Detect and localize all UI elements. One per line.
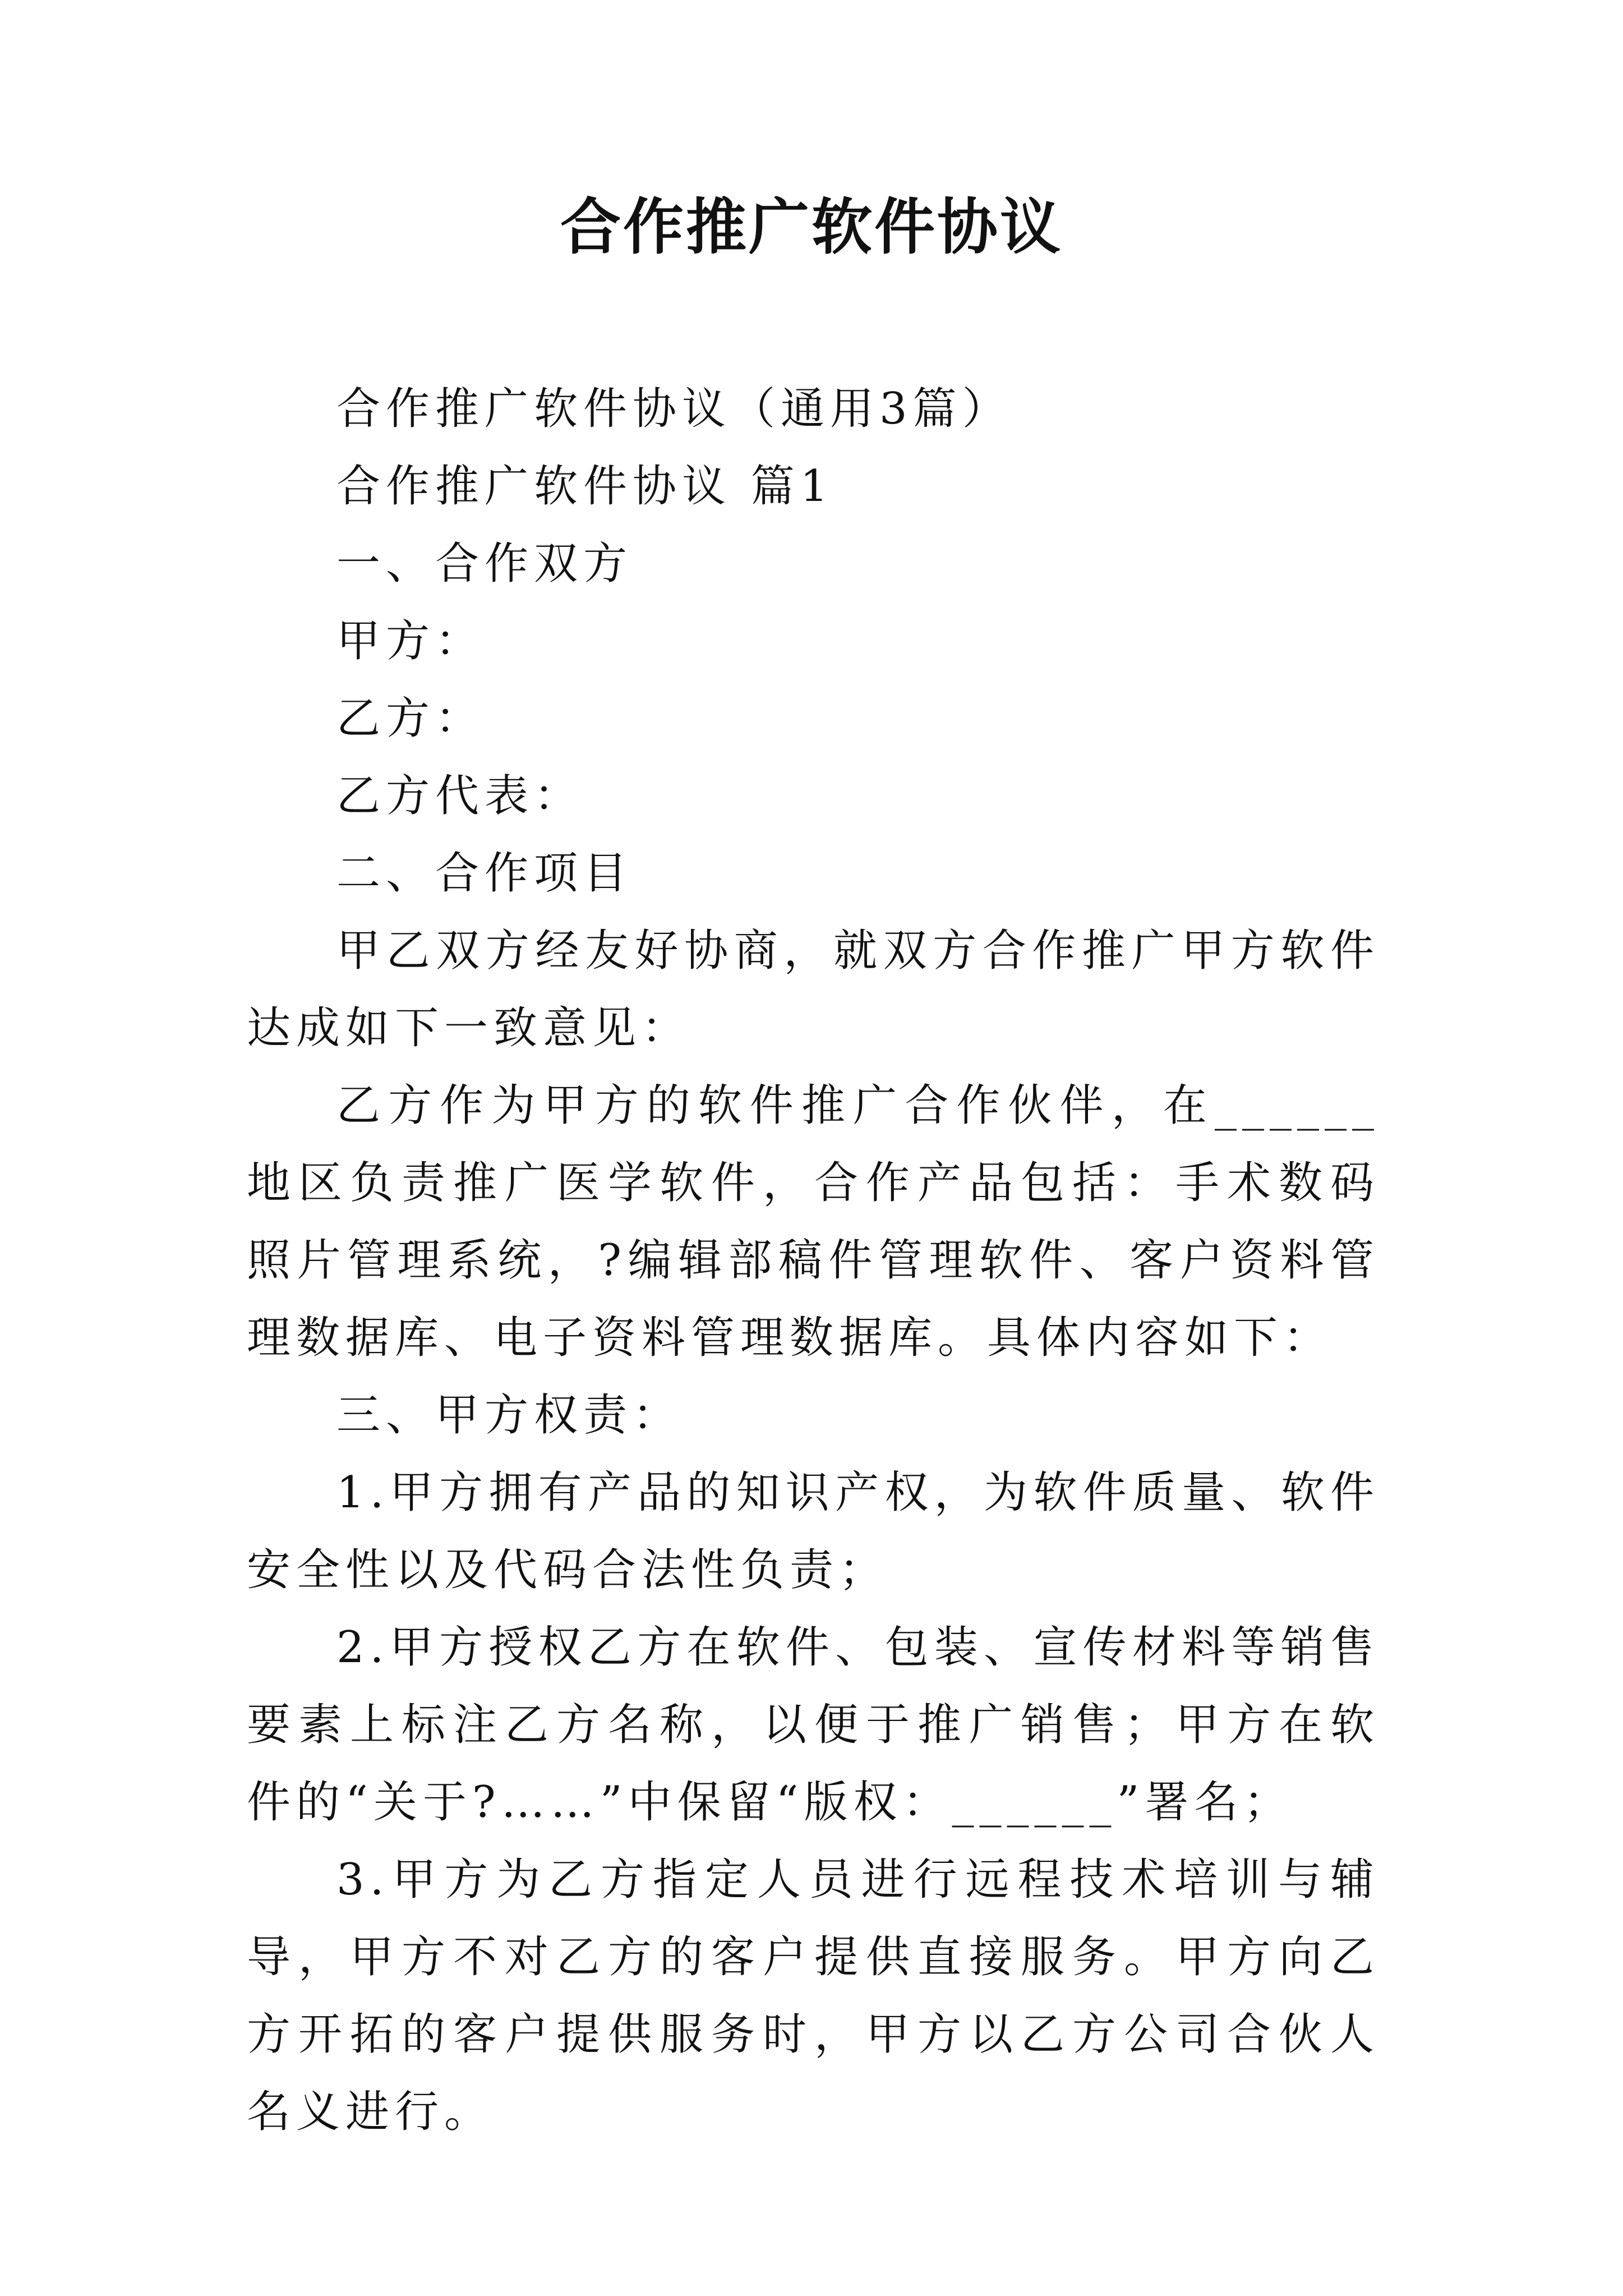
paragraph-subtitle: 合作推广软件协议（通用3篇） — [336, 384, 1012, 434]
paragraph-clause-1: 1.甲方拥有产品的知识产权，为软件质量、软件安全性以及代码合法性负责； — [247, 1467, 1380, 1595]
paragraph-clause-3: 3.甲方为乙方指定人员进行远程技术培训与辅导，甲方不对乙方的客户提供直接服务。甲方向乙方开拓的客户提供服务时，甲方以乙方公司合伙人名义进行。 — [247, 1855, 1380, 2137]
paragraph-products: 乙方作为甲方的软件推广合作伙伴，在______地区负责推广医学软件，合作产品包括：手术数码照片管理系统，?编辑部稿件管理软件、客户资料管理数据库、电子资料管理数据库。具体内容如下： — [247, 1080, 1380, 1363]
paragraph-heading-parties: 一、合作双方 — [336, 539, 633, 589]
paragraph-agreement-intro: 甲乙双方经友好协商，就双方合作推广甲方软件达成如下一致意见： — [247, 926, 1380, 1053]
paragraph-party-b: 乙方： — [336, 693, 485, 744]
paragraph-heading-party-a-rights: 三、甲方权责： — [336, 1390, 683, 1441]
paragraph-section-heading: 合作推广软件协议 篇1 — [336, 461, 834, 512]
paragraph-party-b-representative: 乙方代表： — [336, 771, 584, 821]
document-body — [247, 370, 1380, 2151]
document-title: 合作推广软件协议 — [560, 192, 1063, 263]
paragraph-clause-2: 2.甲方授权乙方在软件、包装、宣传材料等销售要素上标注乙方名称，以便于推广销售；甲方在软件的“关于?……”中保留“版权：______”署名； — [247, 1622, 1380, 1828]
paragraph-heading-project: 二、合作项目 — [336, 848, 633, 899]
paragraph-party-a: 甲方： — [336, 616, 485, 666]
